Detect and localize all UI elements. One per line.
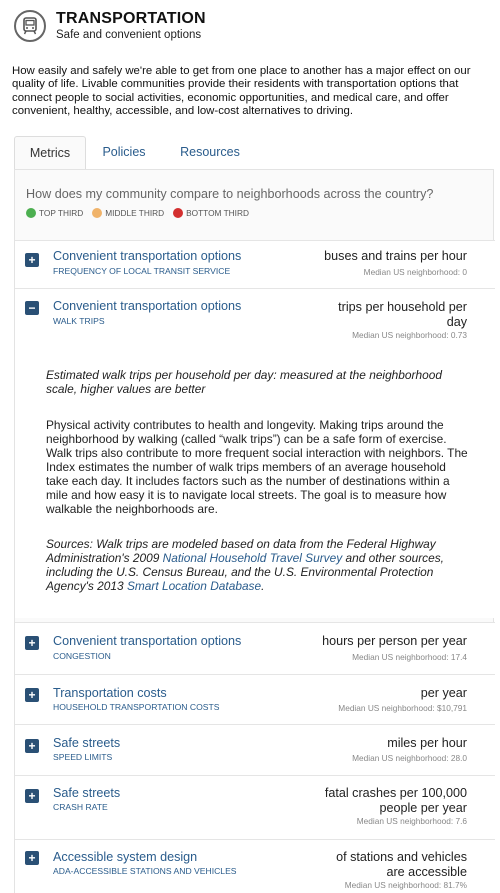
metric-unit: hours per person per year [322, 634, 467, 648]
expand-icon[interactable]: + [25, 253, 39, 267]
tab-metrics[interactable]: Metrics [14, 136, 86, 170]
expand-icon[interactable]: + [25, 636, 39, 650]
green-dot-icon [26, 208, 36, 218]
metric-subtitle: ADA-ACCESSIBLE STATIONS AND VEHICLES [53, 866, 237, 876]
collapse-icon[interactable]: − [25, 301, 39, 315]
metric-row-walk-trips[interactable] [15, 288, 495, 618]
metric-title[interactable]: Safe streets [53, 786, 121, 800]
legend-middle-third: MIDDLE THIRD [92, 208, 164, 218]
metric-median: Median US neighborhood: $10,791 [338, 703, 467, 713]
metric-subtitle: HOUSEHOLD TRANSPORTATION COSTS [53, 702, 220, 712]
page-title: TRANSPORTATION [56, 10, 206, 27]
tab-policies[interactable]: Policies [102, 145, 146, 159]
metric-unit: fatal crashes per 100,000 people per year [324, 786, 467, 815]
metric-title[interactable]: Convenient transportation options [53, 634, 242, 648]
tab-resources[interactable]: Resources [180, 145, 240, 159]
metric-subtitle: FREQUENCY OF LOCAL TRANSIT SERVICE [53, 266, 231, 276]
metric-subtitle: CRASH RATE [53, 802, 108, 812]
metric-title[interactable]: Convenient transportation options [53, 249, 242, 263]
section-header [14, 10, 206, 42]
metric-row-speed-limits[interactable] [15, 724, 495, 775]
metric-title[interactable]: Accessible system design [53, 850, 198, 864]
tab-bar [14, 136, 494, 170]
metric-description: Physical activity contributes to health and longevity. Making trips around the neighborhood by walking (called “walk trips”) can be a safe form of exercise. Walk trips also contribute to more frequent social interaction with neighbors. The Index estimates the number of walk trips members of an average household take each day. It includes factors such as the number of destinations within a mile and how easy it is to navigate local streets. The goal is to measure how walkable the neighborhoods are. [46, 418, 468, 516]
metric-row-transit-frequency[interactable] [15, 240, 495, 288]
expand-icon[interactable]: + [25, 789, 39, 803]
expand-icon[interactable]: + [25, 851, 39, 865]
metric-row-congestion[interactable] [15, 622, 495, 674]
metric-subtitle: WALK TRIPS [53, 316, 105, 326]
metric-definition: Estimated walk trips per household per day: measured at the neighborhood scale, higher values are better [46, 368, 442, 396]
intro-paragraph: How easily and safely we're able to get from one place to another has a major effect on our quality of life. Livable communities provide their residents with transportation options that connect people to social activities, economic opportunities, and medical care, and offer convenient, healthy, accessible, and low-cost alternatives to driving. [12, 65, 471, 118]
orange-dot-icon [92, 208, 102, 218]
expand-icon[interactable]: + [25, 739, 39, 753]
legend-top-third: TOP THIRD [26, 208, 83, 218]
metric-subtitle: SPEED LIMITS [53, 752, 113, 762]
metric-unit: miles per hour [387, 736, 467, 750]
metric-title[interactable]: Convenient transportation options [53, 299, 242, 313]
expand-icon[interactable]: + [25, 688, 39, 702]
metric-median: Median US neighborhood: 0.73 [352, 330, 467, 340]
metric-unit: of stations and vehicles are accessible [336, 850, 467, 879]
metric-row-transport-costs[interactable] [15, 674, 495, 724]
metric-title[interactable]: Transportation costs [53, 686, 167, 700]
compare-question: How does my community compare to neighborhoods across the country? [26, 187, 434, 201]
page-subtitle: Safe and convenient options [56, 29, 202, 41]
nhts-link[interactable]: National Household Travel Survey [162, 551, 343, 565]
red-dot-icon [173, 208, 183, 218]
metric-unit: trips per household per day [338, 300, 467, 329]
metric-unit: buses and trains per hour [324, 249, 467, 263]
metric-title[interactable]: Safe streets [53, 736, 121, 750]
sld-link[interactable]: Smart Location Database [126, 579, 262, 593]
metrics-panel [14, 169, 494, 893]
metric-median: Median US neighborhood: 7.6 [356, 816, 467, 826]
metric-median: Median US neighborhood: 17.4 [352, 652, 467, 662]
legend [26, 208, 258, 218]
bus-icon [14, 10, 46, 42]
metric-unit: per year [420, 686, 467, 700]
metric-median: Median US neighborhood: 28.0 [352, 753, 467, 763]
metric-sources: Sources: Walk trips are modeled based on data from the Federal Highway Administration's 2009 National Household Travel Survey and other sources, including the U.S. Census Bureau, and the U.S. Environmental Protection Agency's 2013 Smart Location Database. [46, 537, 444, 593]
metric-median: Median US neighborhood: 0 [363, 267, 467, 277]
metric-row-ada-accessible[interactable] [15, 839, 495, 893]
metric-subtitle: CONGESTION [53, 651, 111, 661]
metric-median: Median US neighborhood: 81.7% [344, 880, 467, 890]
legend-bottom-third: BOTTOM THIRD [173, 208, 249, 218]
metric-row-crash-rate[interactable] [15, 775, 495, 839]
